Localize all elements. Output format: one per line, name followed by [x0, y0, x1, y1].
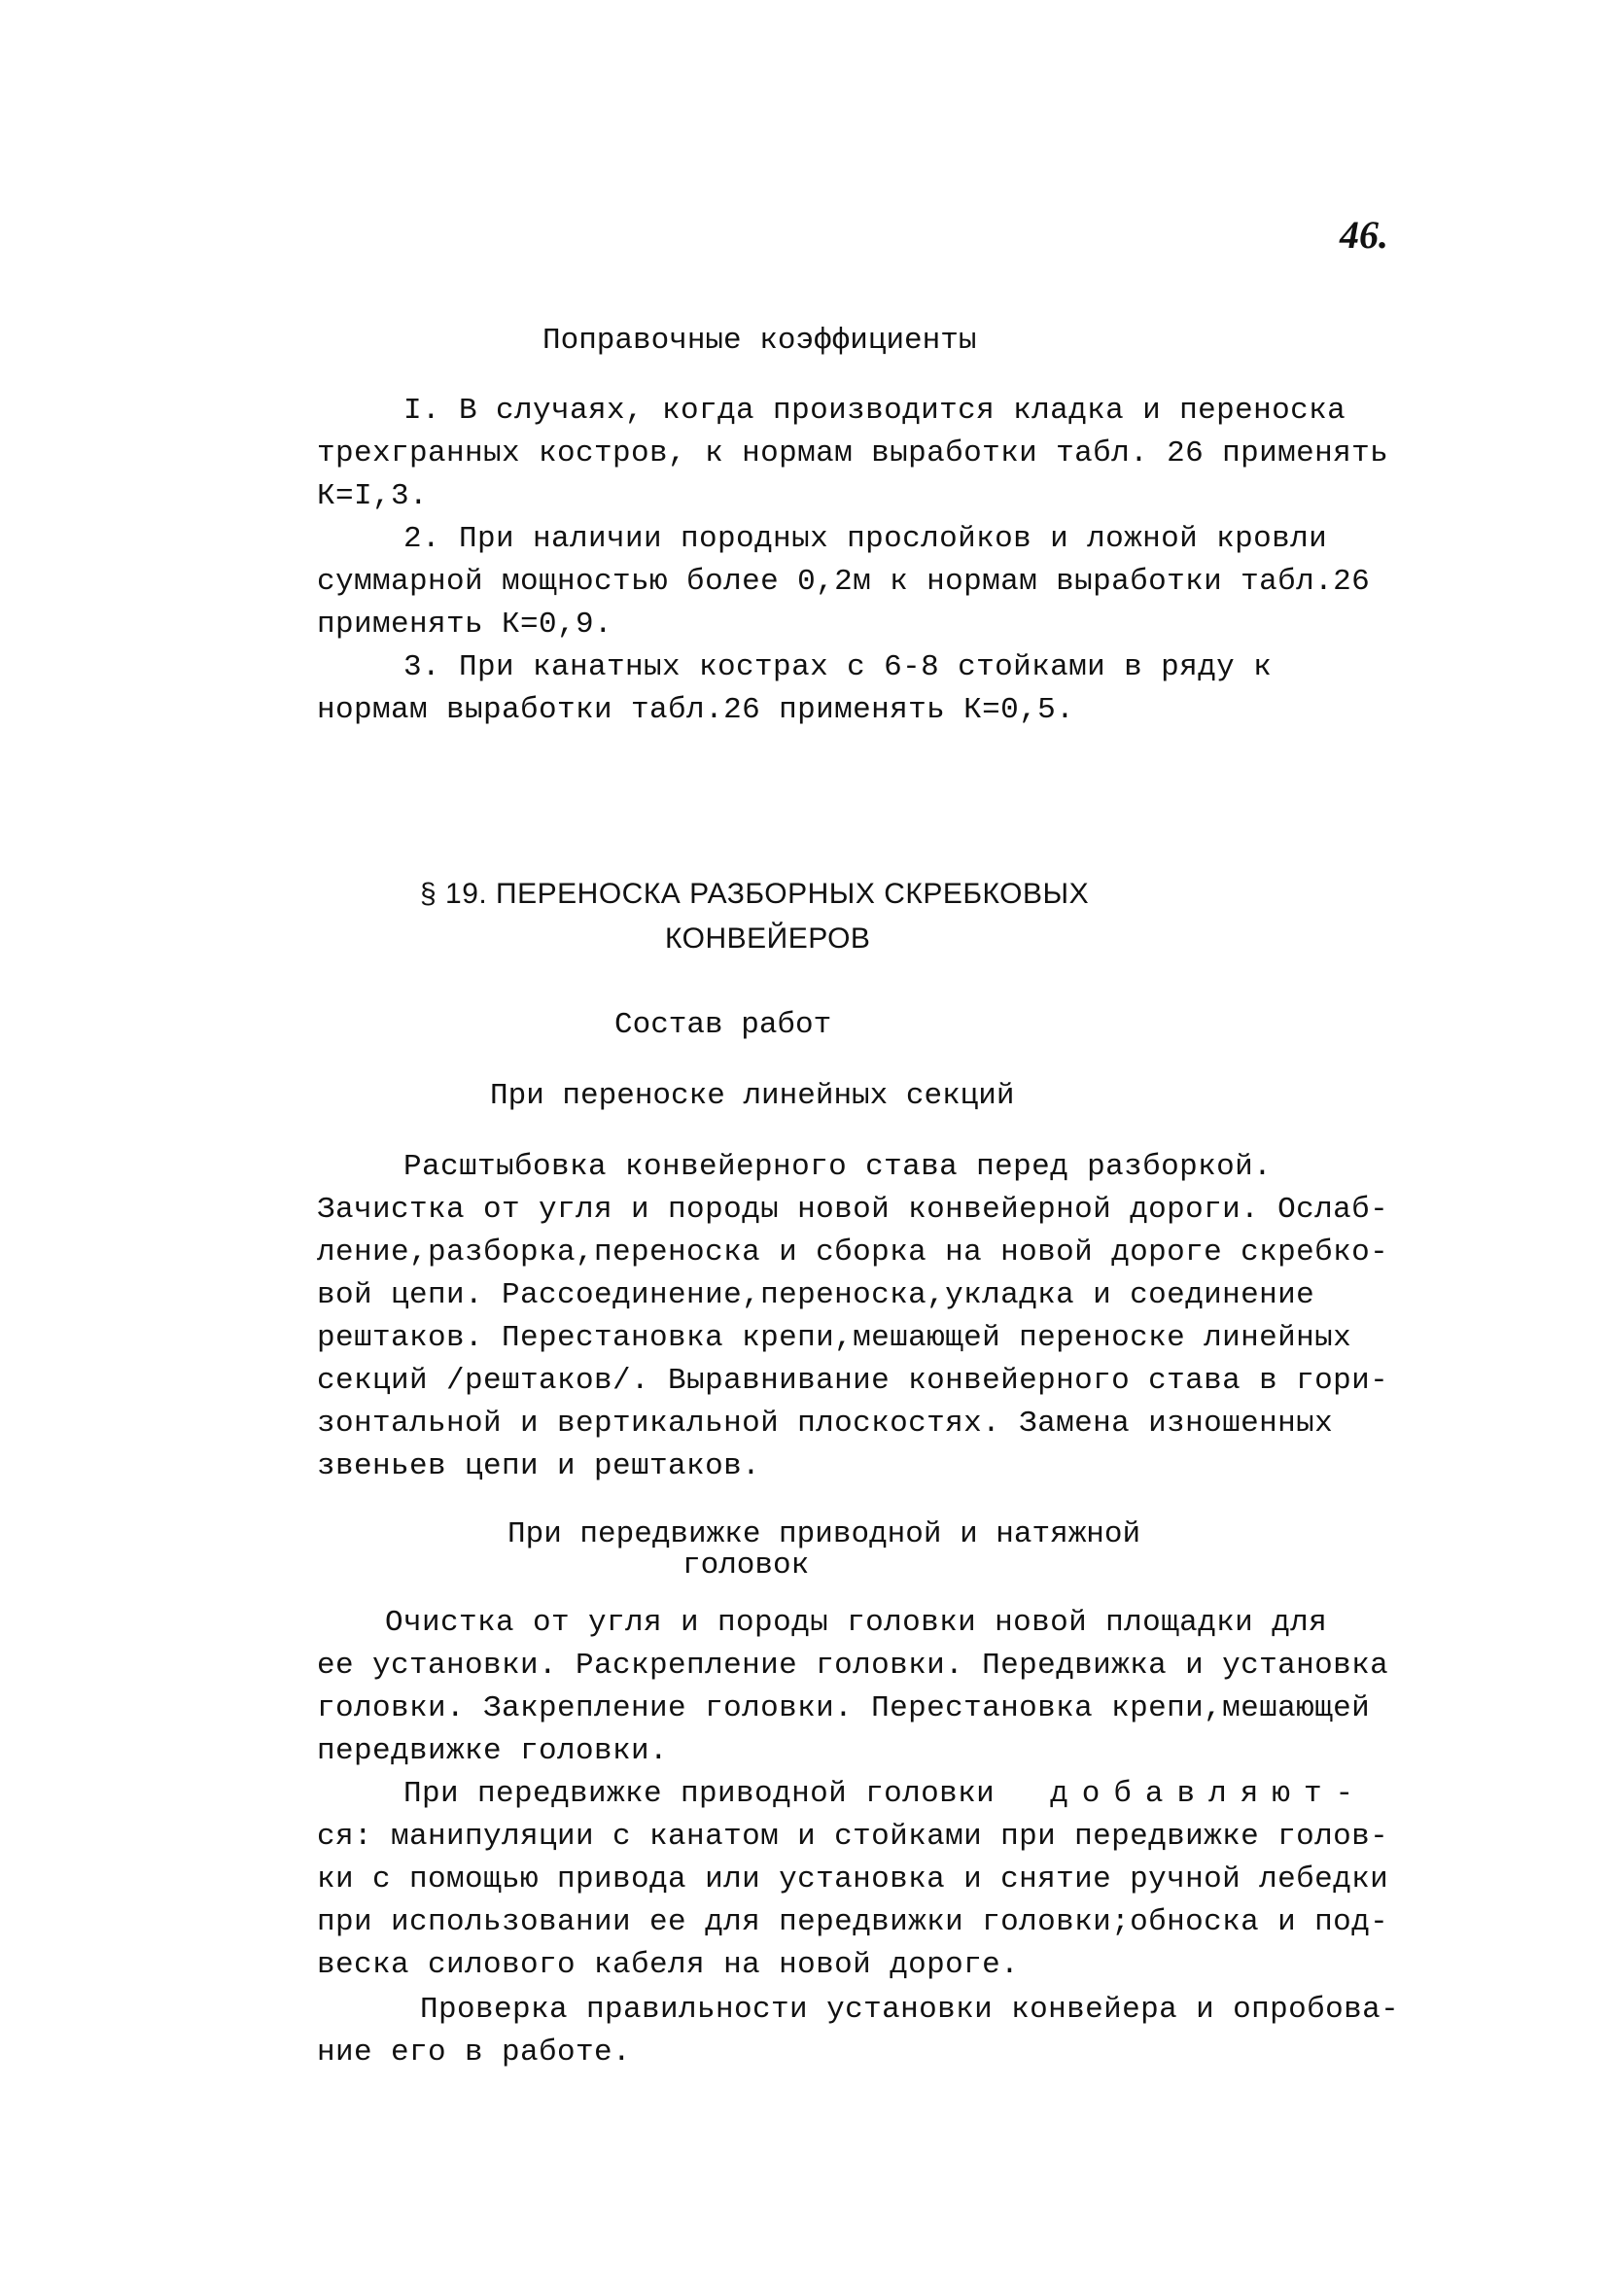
drive-line-first [403, 1777, 1367, 1811]
drive-line: при использовании ее для передвижки головки;обноска и под- [317, 1905, 1389, 1939]
drive-line-spaced-word: добавляют- [1050, 1777, 1368, 1811]
linear-line: Зачистка от угля и породы новой конвейерной дороги. Ослаб- [317, 1193, 1389, 1227]
linear-line: Расштыбовка конвейерного става перед разборкой. [403, 1150, 1273, 1184]
corrections-line: I. В случаях, когда производится кладка и переноска [403, 394, 1346, 428]
linear-line: рештаков. Перестановка крепи,мешающей переноске линейных [317, 1321, 1352, 1355]
corrections-line: 3. При канатных кострах с 6-8 стойками в ряду к [403, 650, 1273, 684]
page-number: 46. [1340, 213, 1388, 257]
drive-line: ки с помощью привода или установка и снятие ручной лебедки [317, 1862, 1389, 1896]
check-line: Проверка правильности установки конвейера и опробова- [420, 1993, 1400, 2027]
corrections-line: суммарной мощностью более 0,2м к нормам выработки табл.26 [317, 565, 1371, 599]
heads-line: ее установки. Раскрепление головки. Передвижка и установка [317, 1649, 1389, 1683]
linear-line: зонтальной и вертикальной плоскостях. Замена изношенных [317, 1407, 1334, 1441]
work-composition-title: Состав работ [614, 1008, 832, 1042]
check-line: ние его в работе. [317, 2035, 632, 2070]
corrections-line: трехгранных костров, к нормам выработки табл. 26 применять [317, 436, 1389, 470]
corrections-line: К=I,3. [317, 479, 429, 513]
drive-line: ся: манипуляции с канатом и стойками при передвижке голов- [317, 1820, 1389, 1854]
heads-title-continued: головок [682, 1548, 810, 1583]
heads-title: При передвижке приводной и натяжной [507, 1517, 1141, 1551]
heads-line: передвижке головки. [317, 1734, 669, 1768]
drive-line: веска силового кабеля на новой дороге. [317, 1948, 1020, 1982]
linear-line: звеньев цепи и рештаков. [317, 1449, 761, 1483]
corrections-line: применять К=0,9. [317, 608, 613, 642]
section-heading: § 19. ПЕРЕНОСКА РАЗБОРНЫХ СКРЕБКОВЫХ [420, 878, 1090, 910]
corrections-line: нормам выработки табл.26 применять К=0,5. [317, 693, 1075, 727]
linear-sections-title: При переноске линейных секций [490, 1079, 1015, 1113]
linear-line: ление,разборка,переноска и сборка на новой дороге скребко- [317, 1235, 1389, 1270]
linear-line: вой цепи. Рассоединение,переноска,укладка и соединение [317, 1278, 1315, 1312]
heads-line: головки. Закрепление головки. Перестановка крепи,мешающей [317, 1691, 1371, 1725]
drive-line-prefix: При передвижке приводной головки [403, 1777, 996, 1811]
corrections-title: Поправочные коэффициенты [542, 324, 977, 358]
heads-line: Очистка от угля и породы головки новой площадки для [385, 1606, 1328, 1640]
corrections-line: 2. При наличии породных прослойков и ложной кровли [403, 522, 1328, 556]
section-heading-continued: КОНВЕЙЕРОВ [665, 922, 871, 955]
linear-line: секций /рештаков/. Выравнивание конвейерного става в гори- [317, 1364, 1389, 1398]
